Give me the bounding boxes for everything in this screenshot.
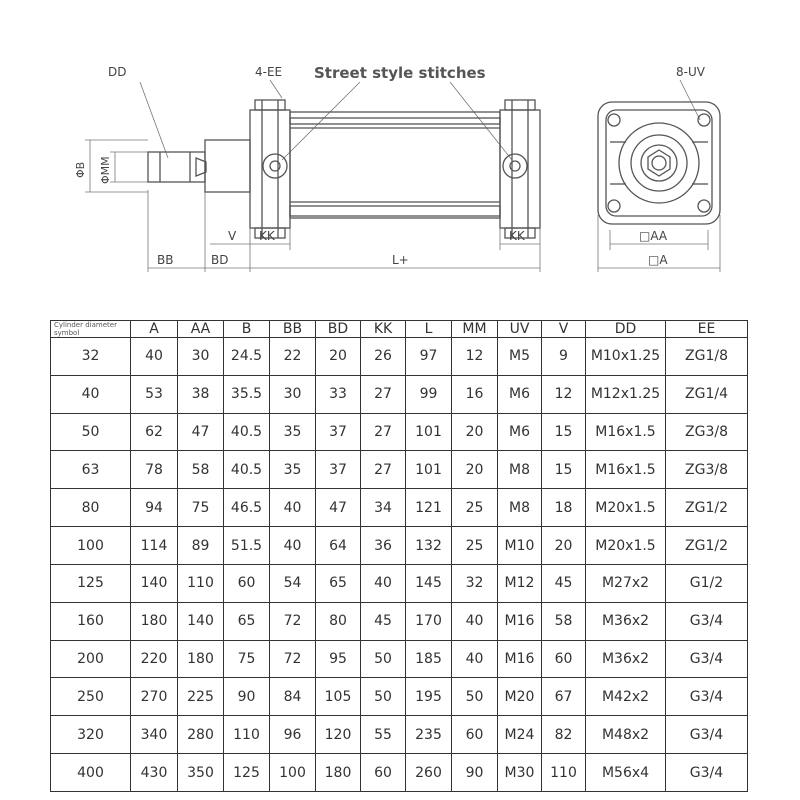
table-cell: 65	[316, 564, 361, 602]
table-cell: M16x1.5	[586, 451, 666, 489]
table-cell: ZG3/8	[666, 413, 748, 451]
header-cell: L	[406, 321, 452, 338]
table-cell: 34	[361, 489, 406, 527]
header-cell: A	[131, 321, 178, 338]
table-cell: 114	[131, 527, 178, 565]
table-cell: 94	[131, 489, 178, 527]
bore-size-cell: 160	[51, 602, 131, 640]
header-row	[51, 321, 748, 338]
table-cell: 140	[131, 564, 178, 602]
table-cell: G3/4	[666, 640, 748, 678]
label-phi-mm: ΦMM	[99, 156, 112, 184]
table-cell: 45	[542, 564, 586, 602]
table-cell: G1/2	[666, 564, 748, 602]
table-cell: ZG3/8	[666, 451, 748, 489]
table-cell: 95	[316, 640, 361, 678]
bore-size-cell: 80	[51, 489, 131, 527]
table-cell: 53	[131, 375, 178, 413]
table-row	[51, 375, 748, 413]
table-cell: 20	[316, 338, 361, 376]
label-l: L+	[392, 253, 409, 267]
table-cell: M20x1.5	[586, 527, 666, 565]
table-cell: 40.5	[224, 451, 270, 489]
table-cell: 25	[452, 527, 498, 565]
table-cell: G3/4	[666, 754, 748, 792]
table-cell: G3/4	[666, 602, 748, 640]
table-cell: 35	[270, 451, 316, 489]
table-cell: 58	[178, 451, 224, 489]
table-cell: 75	[224, 640, 270, 678]
label-ee: 4-EE	[255, 65, 283, 79]
header-cell: B	[224, 321, 270, 338]
table-cell: M20	[498, 678, 542, 716]
table-cell: 30	[178, 338, 224, 376]
label-dd: DD	[108, 65, 127, 79]
table-cell: 12	[542, 375, 586, 413]
bore-size-cell: 125	[51, 564, 131, 602]
table-cell: 20	[542, 527, 586, 565]
label-v: V	[228, 229, 237, 243]
table-cell: 101	[406, 451, 452, 489]
table-cell: 100	[270, 754, 316, 792]
table-cell: G3/4	[666, 678, 748, 716]
table-cell: 97	[406, 338, 452, 376]
table-cell: M16x1.5	[586, 413, 666, 451]
table-cell: 105	[316, 678, 361, 716]
table-cell: 60	[224, 564, 270, 602]
table-cell: 82	[542, 716, 586, 754]
table-cell: 40	[452, 602, 498, 640]
table-cell: M16	[498, 602, 542, 640]
table-cell: 55	[361, 716, 406, 754]
table-cell: 27	[361, 413, 406, 451]
table-row	[51, 640, 748, 678]
table-cell: 58	[542, 602, 586, 640]
table-cell: 90	[224, 678, 270, 716]
table-cell: M12	[498, 564, 542, 602]
table-cell: 145	[406, 564, 452, 602]
header-cell: KK	[361, 321, 406, 338]
table-cell: 35	[270, 413, 316, 451]
label-phi-b: ΦB	[74, 161, 87, 178]
table-cell: 72	[270, 640, 316, 678]
table-cell: 50	[361, 678, 406, 716]
table-row	[51, 602, 748, 640]
table-cell: 220	[131, 640, 178, 678]
bore-size-cell: 400	[51, 754, 131, 792]
table-cell: 89	[178, 527, 224, 565]
table-cell: ZG1/4	[666, 375, 748, 413]
table-cell: 90	[452, 754, 498, 792]
table-cell: 80	[316, 602, 361, 640]
table-cell: 46.5	[224, 489, 270, 527]
cylinder-technical-drawing	[0, 0, 800, 310]
table-cell: 270	[131, 678, 178, 716]
table-cell: 32	[452, 564, 498, 602]
table-cell: M12x1.25	[586, 375, 666, 413]
bore-size-cell: 63	[51, 451, 131, 489]
table-cell: 60	[542, 640, 586, 678]
table-cell: 72	[270, 602, 316, 640]
table-row	[51, 754, 748, 792]
table-cell: 30	[270, 375, 316, 413]
header-cell: DD	[586, 321, 666, 338]
table-cell: M36x2	[586, 602, 666, 640]
table-cell: 430	[131, 754, 178, 792]
table-cell: 340	[131, 716, 178, 754]
table-cell: 195	[406, 678, 452, 716]
table-cell: 78	[131, 451, 178, 489]
table-cell: 60	[361, 754, 406, 792]
table-cell: 110	[224, 716, 270, 754]
table-cell: M48x2	[586, 716, 666, 754]
table-cell: M36x2	[586, 640, 666, 678]
table-cell: 36	[361, 527, 406, 565]
corner-label: Cylinder diameter symbol	[51, 321, 131, 338]
table-cell: 18	[542, 489, 586, 527]
table-cell: M6	[498, 413, 542, 451]
table-cell: M6	[498, 375, 542, 413]
label-aa: □AA	[639, 229, 668, 243]
table-cell: 84	[270, 678, 316, 716]
table-cell: M30	[498, 754, 542, 792]
label-bd: BD	[211, 253, 229, 267]
table-cell: 50	[361, 640, 406, 678]
table-cell: 15	[542, 413, 586, 451]
table-cell: M20x1.5	[586, 489, 666, 527]
table-cell: 12	[452, 338, 498, 376]
table-cell: M56x4	[586, 754, 666, 792]
table-cell: M10	[498, 527, 542, 565]
table-cell: 54	[270, 564, 316, 602]
table-cell: M16	[498, 640, 542, 678]
table-cell: 60	[452, 716, 498, 754]
table-cell: 260	[406, 754, 452, 792]
table-cell: M8	[498, 451, 542, 489]
header-cell: V	[542, 321, 586, 338]
header-cell: AA	[178, 321, 224, 338]
table-cell: 27	[361, 375, 406, 413]
table-row	[51, 451, 748, 489]
table-cell: 25	[452, 489, 498, 527]
label-kk-right: KK	[509, 229, 525, 243]
label-a: □A	[648, 253, 668, 267]
table-cell: 50	[452, 678, 498, 716]
table-cell: 15	[542, 451, 586, 489]
bore-size-cell: 250	[51, 678, 131, 716]
table-cell: 235	[406, 716, 452, 754]
table-cell: 67	[542, 678, 586, 716]
table-cell: 101	[406, 413, 452, 451]
header-cell: BB	[270, 321, 316, 338]
table-cell: 16	[452, 375, 498, 413]
table-cell: 65	[224, 602, 270, 640]
table-row	[51, 678, 748, 716]
table-cell: ZG1/8	[666, 338, 748, 376]
label-uv: 8-UV	[676, 65, 705, 79]
table-cell: 45	[361, 602, 406, 640]
table-cell: 40.5	[224, 413, 270, 451]
table-row	[51, 716, 748, 754]
table-cell: 47	[316, 489, 361, 527]
table-cell: 62	[131, 413, 178, 451]
header-cell: EE	[666, 321, 748, 338]
label-bb: BB	[157, 253, 174, 267]
table-cell: 110	[542, 754, 586, 792]
table-cell: M24	[498, 716, 542, 754]
table-cell: 121	[406, 489, 452, 527]
table-row	[51, 489, 748, 527]
table-cell: 40	[452, 640, 498, 678]
table-row	[51, 564, 748, 602]
table-cell: 132	[406, 527, 452, 565]
table-row	[51, 413, 748, 451]
header-cell: UV	[498, 321, 542, 338]
table-cell: 27	[361, 451, 406, 489]
table-cell: 20	[452, 451, 498, 489]
header-cell: MM	[452, 321, 498, 338]
table-cell: 64	[316, 527, 361, 565]
table-cell: 140	[178, 602, 224, 640]
table-cell: ZG1/2	[666, 527, 748, 565]
table-cell: G3/4	[666, 716, 748, 754]
table-cell: M10x1.25	[586, 338, 666, 376]
table-cell: 35.5	[224, 375, 270, 413]
table-cell: 47	[178, 413, 224, 451]
table-cell: M27x2	[586, 564, 666, 602]
bore-size-cell: 100	[51, 527, 131, 565]
table-cell: 170	[406, 602, 452, 640]
bore-size-cell: 200	[51, 640, 131, 678]
table-cell: 350	[178, 754, 224, 792]
table-row	[51, 338, 748, 376]
bore-size-cell: 32	[51, 338, 131, 376]
table-cell: 33	[316, 375, 361, 413]
table-cell: 9	[542, 338, 586, 376]
table-cell: 185	[406, 640, 452, 678]
table-cell: 22	[270, 338, 316, 376]
label-kk-left: KK	[259, 229, 275, 243]
table-row	[51, 527, 748, 565]
table-cell: 26	[361, 338, 406, 376]
table-cell: 280	[178, 716, 224, 754]
table-cell: 99	[406, 375, 452, 413]
table-cell: 180	[131, 602, 178, 640]
table-cell: 225	[178, 678, 224, 716]
bore-size-cell: 40	[51, 375, 131, 413]
table-cell: 20	[452, 413, 498, 451]
table-cell: 37	[316, 451, 361, 489]
table-cell: 110	[178, 564, 224, 602]
table-cell: 125	[224, 754, 270, 792]
bore-size-cell: 50	[51, 413, 131, 451]
table-cell: 75	[178, 489, 224, 527]
caption: Street style stitches	[314, 64, 486, 82]
table-cell: 40	[270, 527, 316, 565]
bore-size-cell: 320	[51, 716, 131, 754]
table-cell: 40	[361, 564, 406, 602]
table-cell: 96	[270, 716, 316, 754]
table-cell: 180	[178, 640, 224, 678]
table-cell: 40	[270, 489, 316, 527]
spec-table	[50, 320, 748, 792]
table-cell: 24.5	[224, 338, 270, 376]
table-cell: 180	[316, 754, 361, 792]
table-cell: M42x2	[586, 678, 666, 716]
table-cell: ZG1/2	[666, 489, 748, 527]
table-cell: 40	[131, 338, 178, 376]
table-cell: M5	[498, 338, 542, 376]
table-cell: 38	[178, 375, 224, 413]
table-cell: 51.5	[224, 527, 270, 565]
header-cell: BD	[316, 321, 361, 338]
table-cell: 120	[316, 716, 361, 754]
table-cell: M8	[498, 489, 542, 527]
table-cell: 37	[316, 413, 361, 451]
